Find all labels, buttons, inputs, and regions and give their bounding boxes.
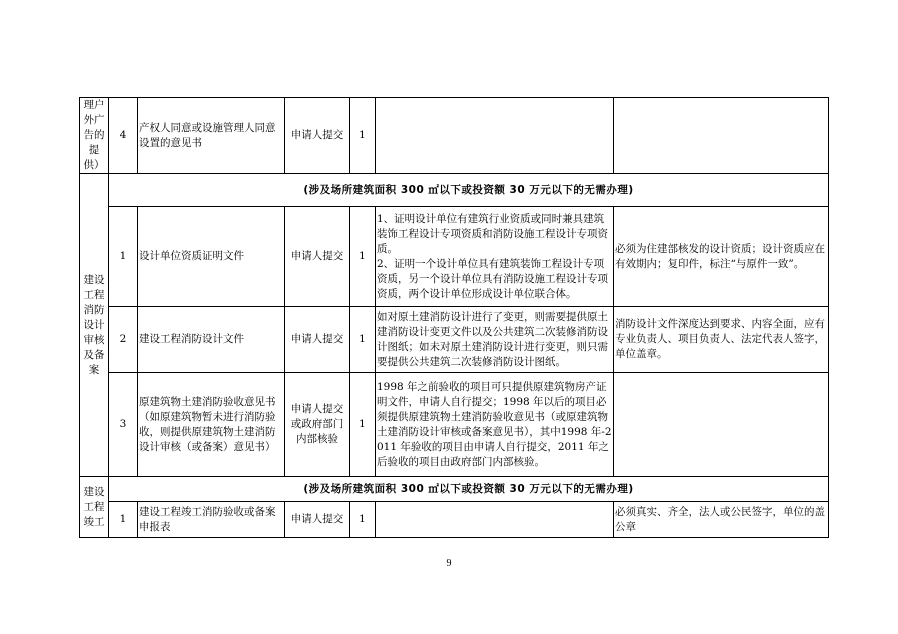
copy-count: 1 bbox=[350, 502, 376, 538]
material-requirement: 消防设计文件深度达到要求、内容全面，应有专业负责人、项目负责人、法定代表人签字，单位盖章。 bbox=[614, 307, 829, 373]
item-number: 1 bbox=[109, 207, 138, 307]
category-cell: 建设工程消防设计审核及备案 bbox=[80, 174, 109, 477]
material-description: 1998 年之前验收的项目可只提供原建筑物房产证明文件，申请人自行提交；1998 年以后的项目必须提供原建筑物土建消防验收意见书（或原建筑物土建消防设计审核或备案意见书），其中1998 年-2011 年验收的项目由申请人自行提交，2011 年之后验收的项目由政府部门内部核验。 bbox=[376, 373, 614, 477]
section-header: (涉及场所建筑面积 300 ㎡以下或投资额 30 万元以下的无需办理) bbox=[109, 174, 829, 207]
material-name: 建设工程竣工消防验收或备案申报表 bbox=[138, 502, 285, 538]
copy-count: 1 bbox=[350, 307, 376, 373]
material-description: 1、证明设计单位有建筑行业资质或同时兼具建筑装饰工程设计专项资质和消防设施工程设计专项资质。 2、证明一个设计单位具有建筑装饰工程设计专项资质，另一个设计单位具有消防设施工程设计专项资质，两个设计单位形成设计单位联合体。 bbox=[376, 207, 614, 307]
material-name: 原建筑物土建消防验收意见书（如原建筑物暂未进行消防验收，则提供原建筑物土建消防设计审核（或备案）意见书） bbox=[138, 373, 285, 477]
material-requirement bbox=[614, 98, 829, 174]
copy-count: 1 bbox=[350, 98, 376, 174]
submission-method: 申请人提交 bbox=[285, 502, 350, 538]
table-row bbox=[80, 502, 829, 538]
copy-count: 1 bbox=[350, 373, 376, 477]
material-name: 建设工程消防设计文件 bbox=[138, 307, 285, 373]
material-requirement: 必须真实、齐全，法人或公民签字，单位的盖公章 bbox=[614, 502, 829, 538]
materials-table bbox=[79, 97, 829, 538]
material-description bbox=[376, 502, 614, 538]
page-number: 9 bbox=[446, 558, 452, 569]
category-cell: 理户外广告的提供） bbox=[80, 98, 109, 174]
table-row bbox=[80, 307, 829, 373]
copy-count: 1 bbox=[350, 207, 376, 307]
submission-method: 申请人提交 bbox=[285, 307, 350, 373]
section-header: (涉及场所建筑面积 300 ㎡以下或投资额 30 万元以下的无需办理) bbox=[109, 477, 829, 502]
submission-method: 申请人提交 bbox=[285, 98, 350, 174]
item-number: 2 bbox=[109, 307, 138, 373]
material-requirement bbox=[614, 373, 829, 477]
category-cell: 建设工程竣工 bbox=[80, 477, 109, 538]
submission-method: 申请人提交 bbox=[285, 207, 350, 307]
item-number: 1 bbox=[109, 502, 138, 538]
table-row bbox=[80, 373, 829, 477]
material-name: 产权人同意或设施管理人同意设置的意见书 bbox=[138, 98, 285, 174]
material-name: 设计单位资质证明文件 bbox=[138, 207, 285, 307]
table-row bbox=[80, 98, 829, 174]
submission-method: 申请人提交或政府部门内部核验 bbox=[285, 373, 350, 477]
table-row bbox=[80, 174, 829, 207]
material-description bbox=[376, 98, 614, 174]
table-row bbox=[80, 207, 829, 307]
item-number: 4 bbox=[109, 98, 138, 174]
table-row bbox=[80, 477, 829, 502]
item-number: 3 bbox=[109, 373, 138, 477]
material-description: 如对原土建消防设计进行了变更，则需要提供原土建消防设计变更文件以及公共建筑二次装修消防设计图纸；如未对原土建消防设计进行变更，则只需要提供公共建筑二次装修消防设计图纸。 bbox=[376, 307, 614, 373]
material-requirement: 必须为住建部核发的设计资质；设计资质应在有效期内；复印件，标注“与原件一致”。 bbox=[614, 207, 829, 307]
